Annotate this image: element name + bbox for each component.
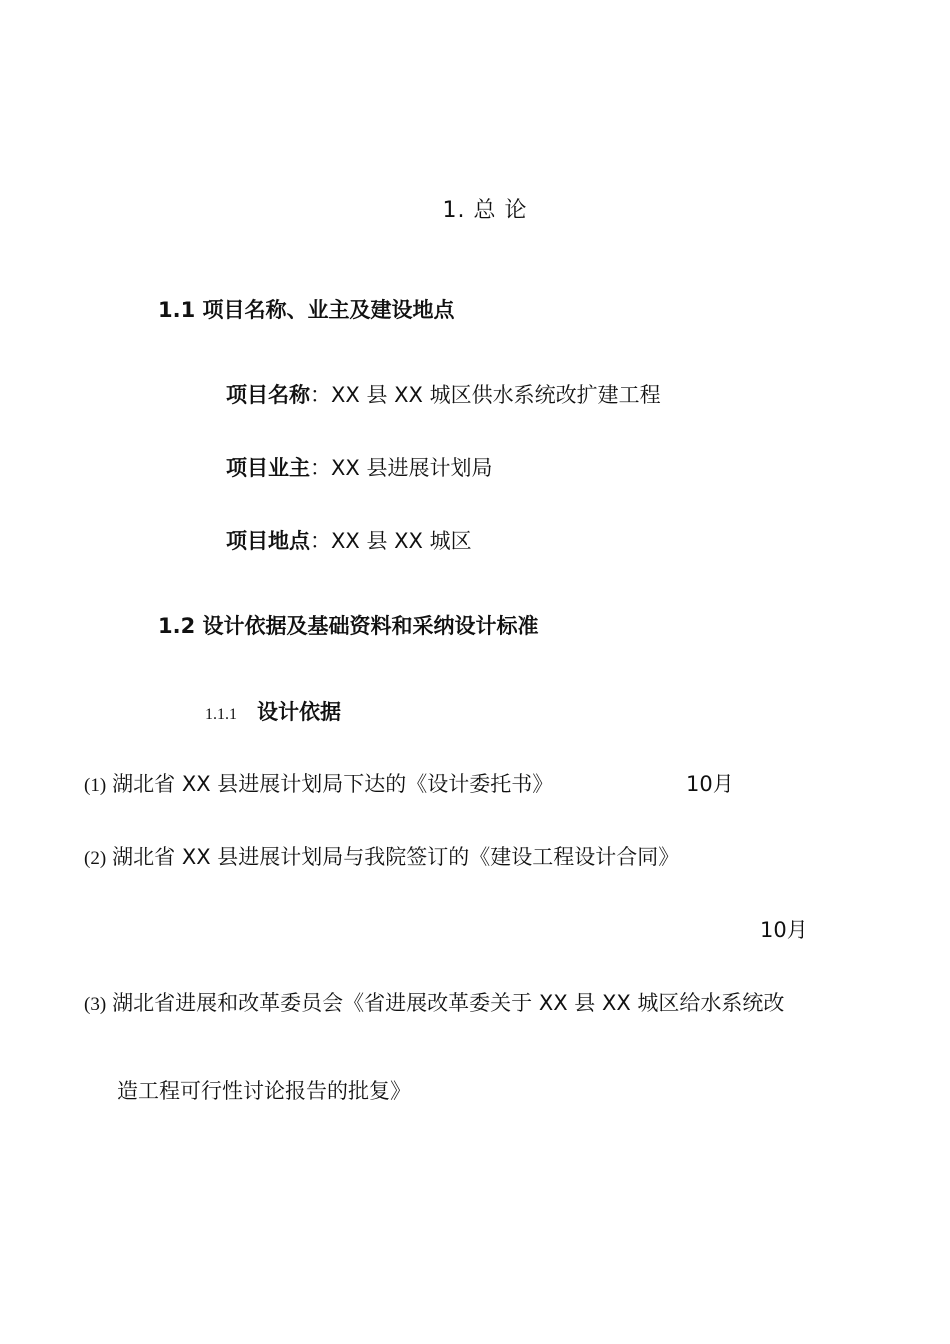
chapter-title: 1. 总 论 — [442, 198, 528, 223]
item-text: 湖北省进展和改革委员会《省进展改革委关于 XX 县 XX 城区给水系统改 — [112, 991, 785, 1015]
section-heading-1-2: 1.2 设计依据及基础资料和采纳设计标准 — [158, 614, 539, 638]
subsection-number: 1.1.1 — [205, 706, 237, 723]
info-value: ：XX 县 XX 城区供水系统改扩建工程 — [310, 383, 661, 407]
item-marker: (1) — [84, 775, 107, 796]
subsection-heading — [205, 702, 341, 723]
info-value: ：XX 县 XX 城区 — [310, 529, 472, 553]
section-heading-1-1: 1.1 项目名称、业主及建设地点 — [158, 298, 455, 322]
subsection-title: 设计依据 — [257, 700, 341, 724]
info-row-project-owner — [226, 458, 492, 479]
info-label: 项目业主 — [226, 456, 310, 480]
info-row-project-location — [226, 531, 472, 552]
basis-item-3-continuation: 造工程可行性讨论报告的批复》 — [117, 1079, 411, 1103]
basis-item-1 — [84, 774, 553, 795]
basis-item-2-date: 10月 — [760, 918, 808, 942]
basis-item-2 — [84, 847, 679, 868]
info-row-project-name — [226, 385, 661, 406]
basis-item-3 — [84, 993, 784, 1014]
item-marker: (3) — [84, 994, 107, 1015]
item-text: 湖北省 XX 县进展计划局与我院签订的《建设工程设计合同》 — [112, 845, 680, 869]
item-text: 湖北省 XX 县进展计划局下达的《设计委托书》 — [112, 772, 554, 796]
info-value: ：XX 县进展计划局 — [310, 456, 493, 480]
item-marker: (2) — [84, 848, 107, 869]
info-label: 项目名称 — [226, 383, 310, 407]
info-label: 项目地点 — [226, 529, 310, 553]
basis-item-1-date: 10月 — [686, 772, 734, 796]
